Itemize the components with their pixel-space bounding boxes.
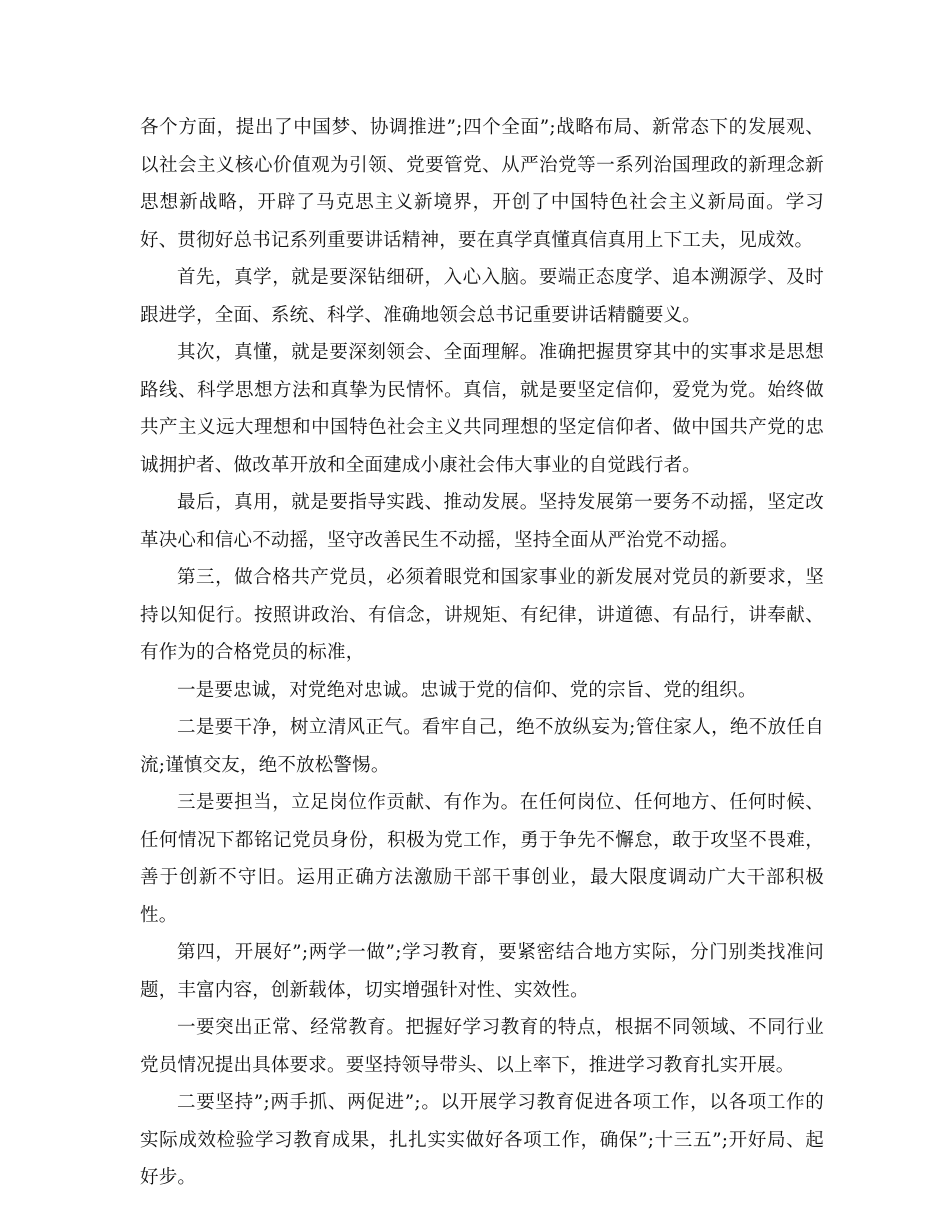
paragraph: 三是要担当，立足岗位作贡献、有作为。在任何岗位、任何地方、任何时候、任何情况下都铭记党员身份，积极为党工作，勇于争先不懈怠，敢于攻坚不畏难，善于创新不守旧。运用正确方法激励干部干事创业，最大限度调动广大干部积极性。 xyxy=(140,792,824,926)
paragraph: 最后，真用，就是要指导实践、推动发展。坚持发展第一要务不动摇，坚定改革决心和信心不动摇，坚守改善民生不动摇，坚持全面从严治党不动摇。 xyxy=(140,492,824,551)
paragraph: 各个方面，提出了中国梦、协调推进”;四个全面”;战略布局、新常态下的发展观、以社会主义核心价值观为引领、党要管党、从严治党等一系列治国理政的新理念新思想新战略，开辟了马克思主义新境界，开创了中国特色社会主义新局面。学习好、贯彻好总书记系列重要讲话精神，要在真学真懂真信真用上下工夫，见成效。 xyxy=(140,117,824,251)
paragraph: 首先，真学，就是要深钻细研，入心入脑。要端正态度学、追本溯源学、及时跟进学，全面、系统、科学、准确地领会总书记重要讲话精髓要义。 xyxy=(140,267,824,326)
paragraph: 二是要干净，树立清风正气。看牢自己，绝不放纵妄为;管住家人，绝不放任自流;谨慎交友，绝不放松警惕。 xyxy=(140,717,824,776)
paragraph: 第四，开展好”;两学一做”;学习教育，要紧密结合地方实际，分门别类找准问题，丰富内容，创新载体，切实增强针对性、实效性。 xyxy=(140,942,824,1001)
paragraph: 一要突出正常、经常教育。把握好学习教育的特点，根据不同领域、不同行业党员情况提出具体要求。要坚持领导带头、以上率下，推进学习教育扎实开展。 xyxy=(140,1017,824,1076)
paragraph: 第三，做合格共产党员，必须着眼党和国家事业的新发展对党员的新要求，坚持以知促行。按照讲政治、有信念，讲规矩、有纪律，讲道德、有品行，讲奉献、有作为的合格党员的标准， xyxy=(140,567,824,663)
paragraph: 一是要忠诚，对党绝对忠诚。忠诚于党的信仰、党的宗旨、党的组织。 xyxy=(177,679,757,701)
paragraph: 二要坚持”;两手抓、两促进”;。以开展学习教育促进各项工作，以各项工作的实际成效检验学习教育成果，扎扎实实做好各项工作，确保”;十三五”;开好局、起好步。 xyxy=(140,1092,824,1188)
document-page xyxy=(140,109,824,1197)
paragraph: 其次，真懂，就是要深刻领会、全面理解。准确把握贯穿其中的实事求是思想路线、科学思想方法和真挚为民情怀。真信，就是要坚定信仰，爱党为党。始终做共产主义远大理想和中国特色社会主义共同理想的坚定信仰者、做中国共产党的忠诚拥护者、做改革开放和全面建成小康社会伟大事业的自觉践行者。 xyxy=(140,342,824,476)
